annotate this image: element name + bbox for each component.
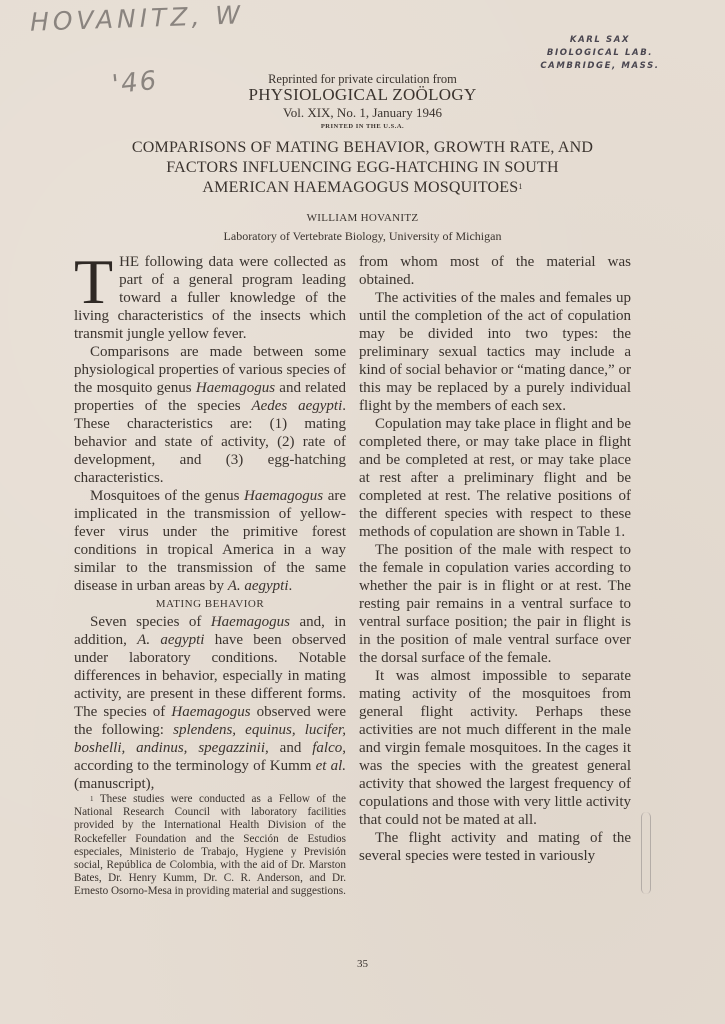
paragraph-activity: It was almost impossible to separate mating activity of the mosquitoes from general flight activity. Perhaps these activities are not much different in the male and virgin female mosquitoes. In the cages it was the species with the greatest general activity that showed the largest frequency of copulations and those with very little activity that could not be mated at all.	[359, 668, 631, 828]
journal-name: PHYSIOLOGICAL ZOÖLOGY	[248, 85, 477, 104]
paragraph-position: The position of the male with respect to the female in copulation varies according to whether the pair is in flight or at rest. The resting pair remains in a ventral surface to ventral surface position; the pair in flight is in the position of male ventral surface over the dorsal surface of the female.	[359, 542, 631, 666]
species-name: A. aegypti	[227, 578, 289, 594]
text-run: , according to the terminology of Kumm	[74, 740, 346, 774]
library-stamp	[520, 34, 680, 73]
author-name: WILLIAM HOVANITZ	[306, 212, 419, 224]
text-run: observed were the following:	[74, 704, 346, 738]
intro-text: following data were collected as part of a general program leading toward a fuller knowledge of the living characteristics of the insects which transmit jungle yellow fever.	[74, 254, 346, 342]
right-column	[359, 253, 631, 865]
paragraph-continued: from whom most of the material was obtained.	[359, 254, 631, 288]
volume-info: Vol. XIX, No. 1, January 1946	[283, 105, 442, 120]
pencil-margin-mark	[641, 812, 651, 894]
text-run: are implicated in the transmission of yellow-fever virus under the primitive forest conditions in tropical America in a way similar to the transmission of the same disease in urban areas by	[74, 488, 347, 594]
species-name: falco	[312, 740, 343, 756]
text-run: .	[288, 578, 293, 594]
handwritten-author-note: HOVANITZ, W	[29, 0, 245, 37]
stamp-line: CAMBRIDGE, MASS.	[540, 61, 660, 71]
et-al: et al.	[315, 758, 346, 774]
genus-name: Haemagogus	[243, 488, 324, 504]
text-run: and, in addition,	[74, 614, 347, 648]
section-heading-mating-behavior: MATING BEHAVIOR	[155, 598, 265, 610]
paragraph-mosquitoes	[74, 487, 346, 595]
stamp-line: KARL SAX	[569, 35, 631, 45]
handwritten-year-note: '46	[110, 65, 160, 101]
text-run: have been observed under laboratory conditions. Notable differences in behavior, especially in mating activity, are present in these different forms. The species of	[74, 632, 346, 720]
paragraph-seven-species	[74, 613, 346, 793]
genus-name: Haemagogus	[195, 380, 276, 396]
stamp-line: BIOLOGICAL LAB.	[546, 48, 654, 58]
left-column	[74, 246, 347, 899]
title-line: AMERICAN HAEMAGOGUS MOSQUITOES	[202, 179, 519, 196]
text-run: Mosquitoes of the genus	[90, 488, 244, 504]
intro-paragraph	[74, 246, 346, 343]
footnote-text: These studies were conducted as a Fellow of the National Research Council with laboratory facilities provided by the International Health Division of the Rockefeller Foundation and the Sección de Estudios especiales, Ministerio de Trabajo, Hygiene y Previsión social, República de Colombia, with the aid of Dr. Marston Bates, Dr. Henry Kumm, Dr. C. R. Anderson, and Dr. Ernesto Osorno-Mesa in providing material and suggestions.	[74, 793, 346, 898]
text-run: . These characteristics are: (1) mating behavior and state of activity, (2) rate of development, and (3) egg-hatching characteristics.	[74, 398, 347, 486]
text-run: , and	[265, 740, 313, 756]
title-line: COMPARISONS OF MATING BEHAVIOR, GROWTH RATE, AND	[131, 139, 594, 156]
reprint-note: Reprinted for private circulation from	[268, 72, 457, 86]
printed-in-note: PRINTED IN THE U.S.A.	[320, 123, 405, 130]
intro-smallcaps: HE	[119, 254, 140, 270]
species-name: Aedes aegypti	[251, 398, 343, 414]
paragraph-comparisons	[74, 343, 346, 487]
paragraph-flight-activity: The flight activity and mating of the several species were tested in variously	[359, 830, 631, 864]
title-line: FACTORS INFLUENCING EGG-HATCHING IN SOUTH	[166, 159, 559, 176]
article-title	[0, 138, 725, 198]
author-affiliation: Laboratory of Vertebrate Biology, University of Michigan	[223, 229, 502, 243]
species-list: splendens, equinus, lucifer, boshelli, andinus, spegazzinii	[74, 722, 346, 756]
drop-cap: T	[74, 246, 114, 317]
text-run: and related properties of the species	[74, 380, 346, 414]
genus-name: Haemagogus	[171, 704, 251, 720]
genus-name: Haemagogus	[210, 614, 291, 630]
text-run: Seven species of	[90, 614, 211, 630]
footnote	[74, 793, 346, 899]
species-name: A. aegypti	[137, 632, 205, 648]
title-footnote-mark[interactable]: 1	[518, 182, 523, 191]
title-line-last	[0, 178, 725, 198]
footnote-mark: 1	[90, 795, 94, 803]
paragraph-activities: The activities of the males and females up until the completion of the act of copulation may be divided into two types: the preliminary sexual tactics may include a kind of social behavior or “mating dance,” or this may be replaced by a purely individual flight by the members of each sex.	[359, 290, 631, 414]
text-run: (manuscript),	[74, 776, 155, 792]
text-run: Comparisons are made between some physiological properties of various species of the mosquito genus	[74, 344, 347, 396]
paragraph-copulation: Copulation may take place in flight and be completed there, or may take place in flight and be completed at rest, or may take place at rest after a preliminary flight and be completed at rest. The relative positions of the different species with respect to these methods of copulation are shown in Table 1.	[359, 416, 631, 540]
page-number: 35	[357, 958, 368, 970]
